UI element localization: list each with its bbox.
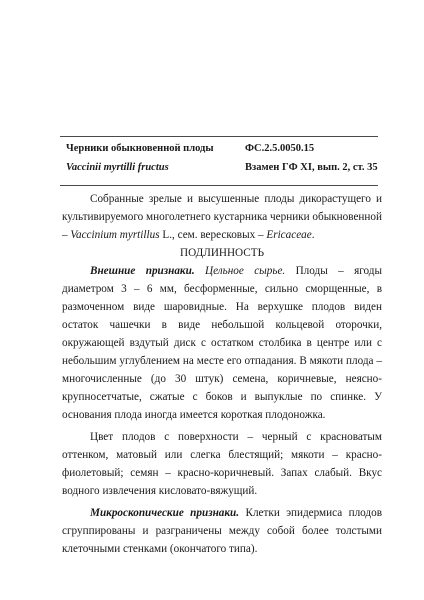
main-text — [62, 244, 382, 558]
external-features-paragraph — [62, 262, 382, 424]
color-paragraph: Цвет плодов с поверхности – черный с красноватым оттенком, матовый или слегка блестящий; мякоти – красно-фиолетовый; семян – красно-коричневый. Запах слабый. Вкус водного извлечения кисловато-вяжущий. — [62, 431, 382, 497]
intro-text-b: L., сем. вересковых – — [159, 229, 267, 241]
whole-raw-material-subheading: Цельное сырье. — [205, 265, 286, 277]
species-name: Vaccinium myrtillus — [70, 229, 160, 241]
replaces-note: Взамен ГФ XI, вып. 2, ст. 35 — [245, 162, 378, 173]
intro-text: Собранные зрелые и высушенные плоды дикорастущего и культивируемого многолетнего кустарника черники обыкновенной – — [62, 193, 382, 241]
section-title: ПОДЛИННОСТЬ — [180, 247, 264, 259]
family-name: Ericaceae — [266, 229, 312, 241]
intro-text-c: . — [311, 229, 315, 241]
external-features-text: Плоды – ягоды диаметром 3 – 6 мм, бесформенные, сильно сморщенные, в размоченном виде шаровидные. На верхушке плодов виден остаток чашечки в виде небольшой кольцевой оторочки, окружающей вздутый диск с остатком столбика в центре или с небольшим углублением на месте его отпадания. В мякоти плода – многочисленные (до 30 штук) семена, коричневые, неясно-крупносетчатые, сжатые с боков и выпуклые по спинке. У основания плода иногда имеется короткая плодоножка. — [62, 265, 382, 421]
microscopic-text: Клетки эпидермиса плодов сгруппированы и разграничены между собой более толстыми клеточными стенками (окончатого типа). — [62, 507, 383, 555]
header-bottom-rule — [60, 185, 378, 186]
intro-paragraph — [62, 190, 382, 244]
microscopic-heading: Микроскопические признаки. — [90, 507, 240, 519]
monograph-title-latin: Vaccinii myrtilli fructus — [66, 162, 169, 173]
monograph-title-ru: Черники обыкновенной плоды — [66, 143, 214, 154]
external-features-heading: Внешние признаки. — [90, 265, 195, 277]
microscopic-paragraph — [62, 504, 382, 558]
header-top-rule — [60, 136, 378, 137]
monograph-code: ФС.2.5.0050.15 — [245, 143, 315, 154]
